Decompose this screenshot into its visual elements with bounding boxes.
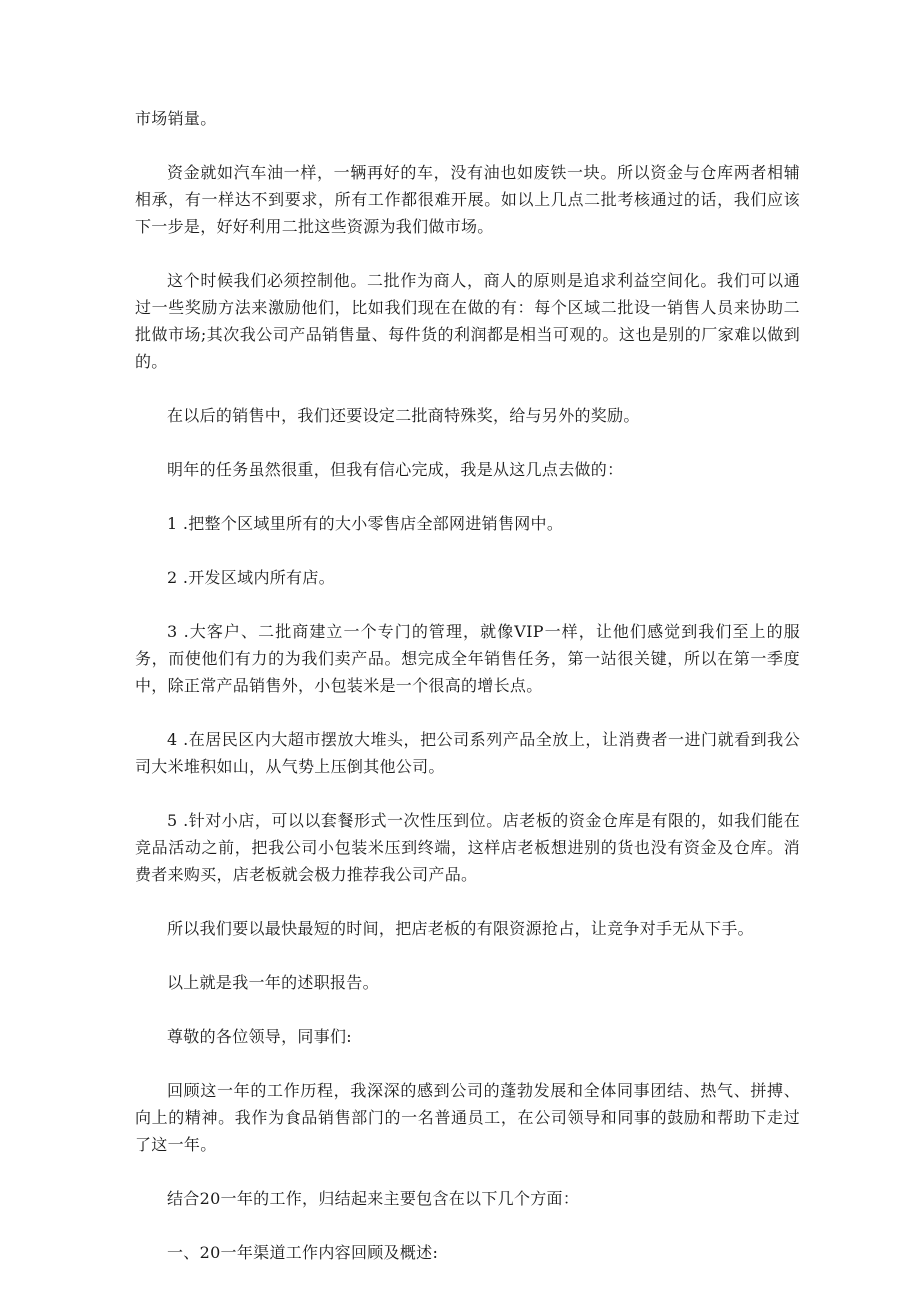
paragraph-special-award: 在以后的销售中，我们还要设定二批商特殊奖，给与另外的奖励。: [167, 406, 640, 425]
paragraph-continuation: 市场销量。: [135, 109, 217, 128]
paragraph-review: 回顾这一年的工作历程，我深深的感到公司的蓬勃发展和全体同事团结、热气、拼搏、向上的精神。我作为食品销售部门的一名普通员工，在公司领导和同事的鼓励和帮助下走过了这一年。: [135, 1081, 800, 1154]
paragraph-report-end: 以上就是我一年的述职报告。: [167, 973, 379, 992]
document-body: [135, 105, 800, 1293]
paragraph-next-year-plan: 明年的任务虽然很重，但我有信心完成，我是从这几点去做的：: [167, 460, 624, 479]
section-heading-1: 一、20一年渠道工作内容回顾及概述:: [167, 1243, 439, 1262]
paragraph-summary-intro: 结合20一年的工作，归结起来主要包含在以下几个方面：: [167, 1189, 580, 1208]
paragraph-control: 这个时候我们必须控制他。二批作为商人，商人的原则是追求利益空间化。我们可以通过一些奖励方法来激励他们，比如我们现在在做的有：每个区域二批设一销售人员来协助二批做市场;其次我公司产品销售量、每件货的利润都是相当可观的。这也是别的厂家难以做到的。: [135, 271, 800, 371]
list-item-5: 5 .针对小店，可以以套餐形式一次性压到位。店老板的资金仓库是有限的，如我们能在竞品活动之前，把我公司小包装米压到终端，这样店老板想进别的货也没有资金及仓库。消费者来购买，店老板就会极力推荐我公司产品。: [135, 811, 800, 884]
list-item-3: 3 .大客户、二批商建立一个专门的管理，就像VIP一样，让他们感觉到我们至上的服务，而使他们有力的为我们卖产品。想完成全年销售任务，第一站很关键，所以在第一季度中，除正常产品销售外，小包装米是一个很高的增长点。: [135, 622, 800, 695]
paragraph-salutation: 尊敬的各位领导，同事们:: [167, 1027, 352, 1046]
paragraph-seize-resources: 所以我们要以最快最短的时间，把店老板的有限资源抢占，让竞争对手无从下手。: [167, 919, 754, 938]
list-item-1: 1 .把整个区域里所有的大小零售店全部网进销售网中。: [167, 514, 564, 533]
list-item-2: 2 .开发区域内所有店。: [167, 568, 335, 587]
list-item-4: 4 .在居民区内大超市摆放大堆头，把公司系列产品全放上，让消费者一进门就看到我公司大米堆积如山，从气势上压倒其他公司。: [135, 730, 800, 776]
paragraph-funds: 资金就如汽车油一样，一辆再好的车，没有油也如废铁一块。所以资金与仓库两者相辅相承，有一样达不到要求，所有工作都很难开展。如以上几点二批考核通过的话，我们应该下一步是，好好利用二批这些资源为我们做市场。: [135, 163, 800, 236]
